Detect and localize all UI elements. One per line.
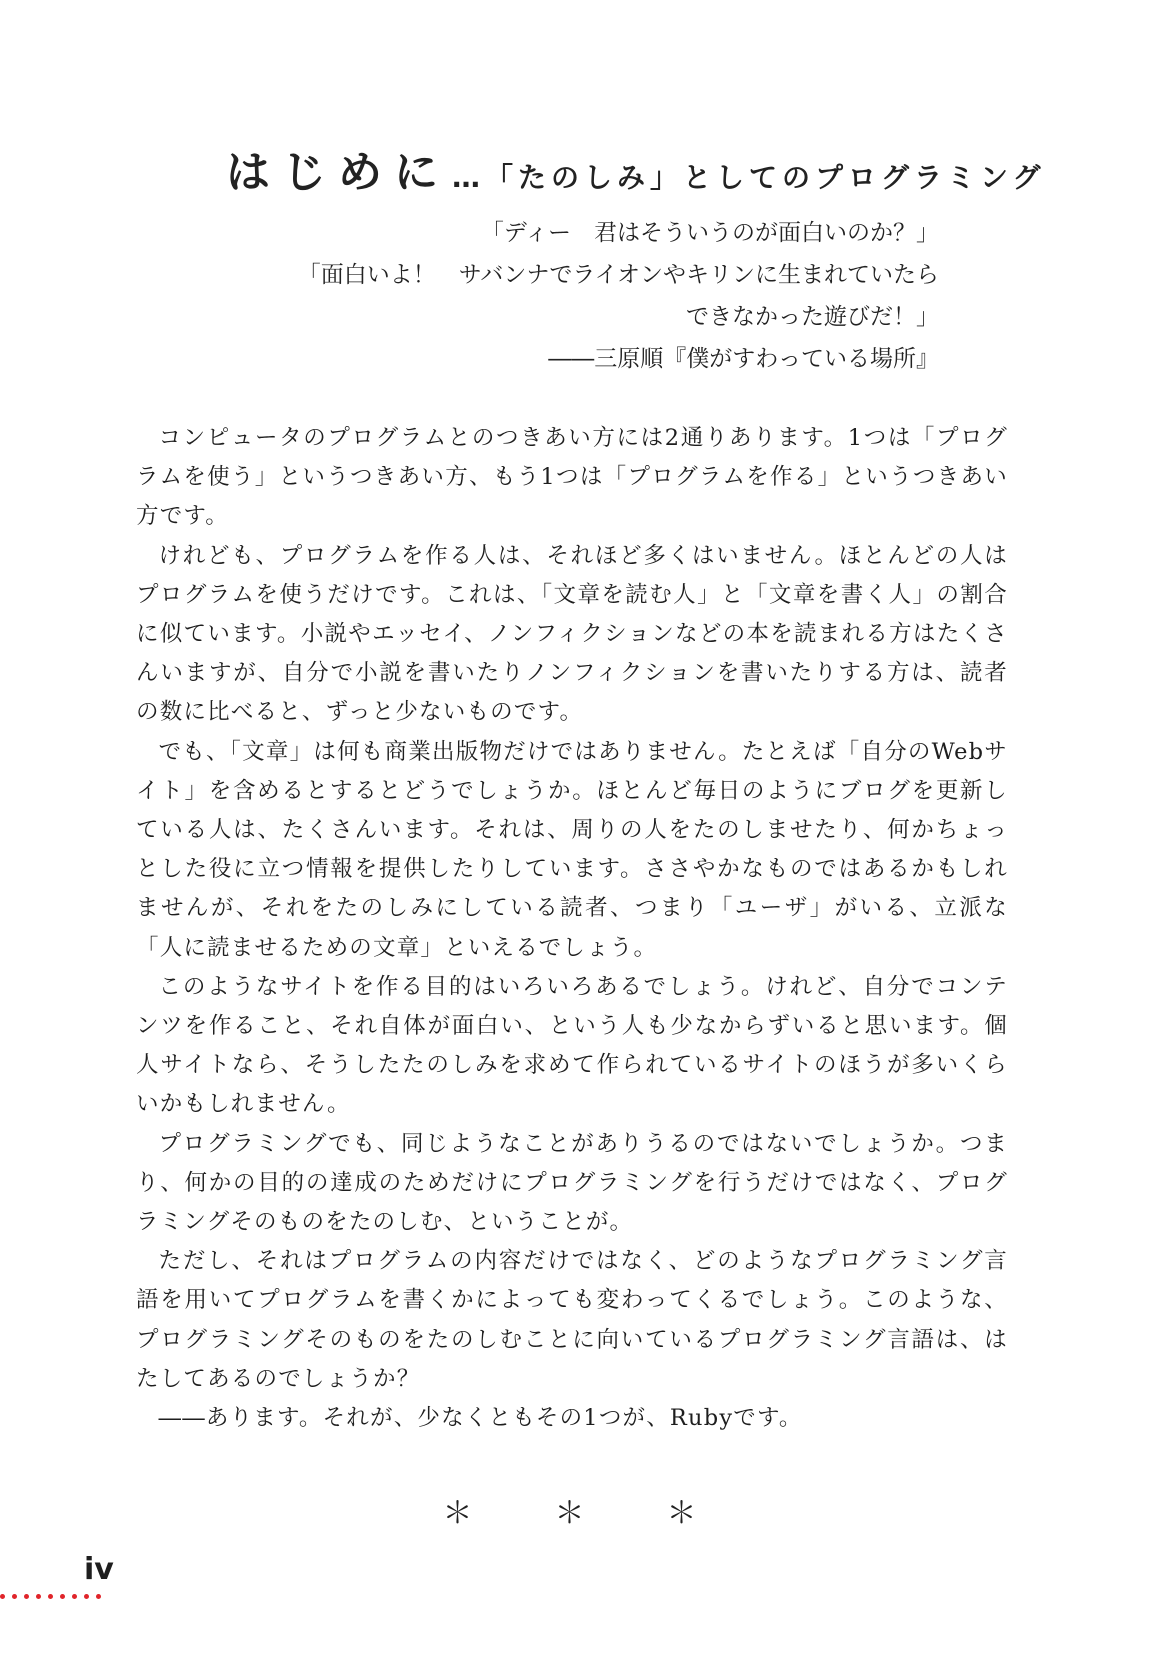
- paragraph: けれども、プログラムを作る人は、それほど多くはいません。ほとんどの人はプログラムを使うだけです。これは、「文章を読む人」と「文章を書く人」の割合に似ています。小説やエッセイ、ノンフィクションなどの本を読まれる方はたくさんいますが、自分で小説を書いたりノンフィクションを書いたりする方は、読者の数に比べると、ずっと少ないものです。: [136, 542, 1008, 726]
- dot-icon: [60, 1594, 65, 1599]
- epigraph: [219, 212, 939, 380]
- chapter-title: はじめに: [226, 147, 450, 198]
- dot-icon: [36, 1594, 41, 1599]
- dot-icon: [12, 1594, 17, 1599]
- paragraph: でも、「文章」は何も商業出版物だけではありません。たとえば「自分のWebサイト」を含めるとするとどうでしょうか。ほとんど毎日のようにブログを更新している人は、たくさんいます。それは、周りの人をたのしませたり、何かちょっとした役に立つ情報を提供したりしています。ささやかなものではあるかもしれませんが、それをたのしみにしている読者、つまり「ユーザ」がいる、立派な「人に読ませるための文章」といえるでしょう。: [136, 738, 1008, 961]
- dot-icon: [0, 1594, 5, 1599]
- body-text: [136, 419, 1008, 1438]
- chapter-heading: [226, 136, 1046, 198]
- dot-icon: [24, 1594, 29, 1599]
- epigraph-line: 「ディー 君はそういうのが面白いのか？」: [480, 220, 939, 246]
- epigraph-line: 「面白いよ！ サバンナでライオンやキリンに生まれていたら: [297, 262, 939, 288]
- paragraph: ――あります。それが、少なくともその1つが、Rubyです。: [158, 1405, 803, 1432]
- dot-icon: [72, 1594, 77, 1599]
- epigraph-line: できなかった遊びだ！」: [686, 304, 939, 330]
- chapter-subtitle: …「たのしみ」としてのプログラミング: [452, 161, 1046, 194]
- page-number: iv: [84, 1552, 114, 1587]
- paragraph: コンピュータのプログラムとのつきあい方には2通りあります。1つは「プログラムを使う」というつきあい方、もう1つは「プログラムを作る」というつきあい方です。: [136, 425, 1008, 530]
- decorative-dot-row: [0, 1594, 101, 1602]
- paragraph: プログラミングでも、同じようなことがありうるのではないでしょうか。つまり、何かの目的の達成のためだけにプログラミングを行うだけではなく、プログラミングそのものをたのしむ、ということが。: [136, 1130, 1008, 1236]
- section-separator: ＊ ＊ ＊: [442, 1496, 723, 1531]
- paragraph: このようなサイトを作る目的はいろいろあるでしょう。けれど、自分でコンテンツを作ること、それ自体が面白い、という人も少なからずいると思います。個人サイトなら、そうしたたのしみを求めて作られているサイトのほうが多いくらいかもしれません。: [136, 973, 1008, 1118]
- dot-icon: [96, 1594, 101, 1599]
- paragraph: ただし、それはプログラムの内容だけではなく、どのようなプログラミング言語を用いてプログラムを書くかによっても変わってくるでしょう。このような、プログラミングそのものをたのしむことに向いているプログラミング言語は、はたしてあるのでしょうか？: [136, 1248, 1008, 1392]
- dot-icon: [84, 1594, 89, 1599]
- epigraph-attribution: ――三原順『僕がすわっている場所』: [548, 346, 939, 372]
- dot-icon: [48, 1594, 53, 1599]
